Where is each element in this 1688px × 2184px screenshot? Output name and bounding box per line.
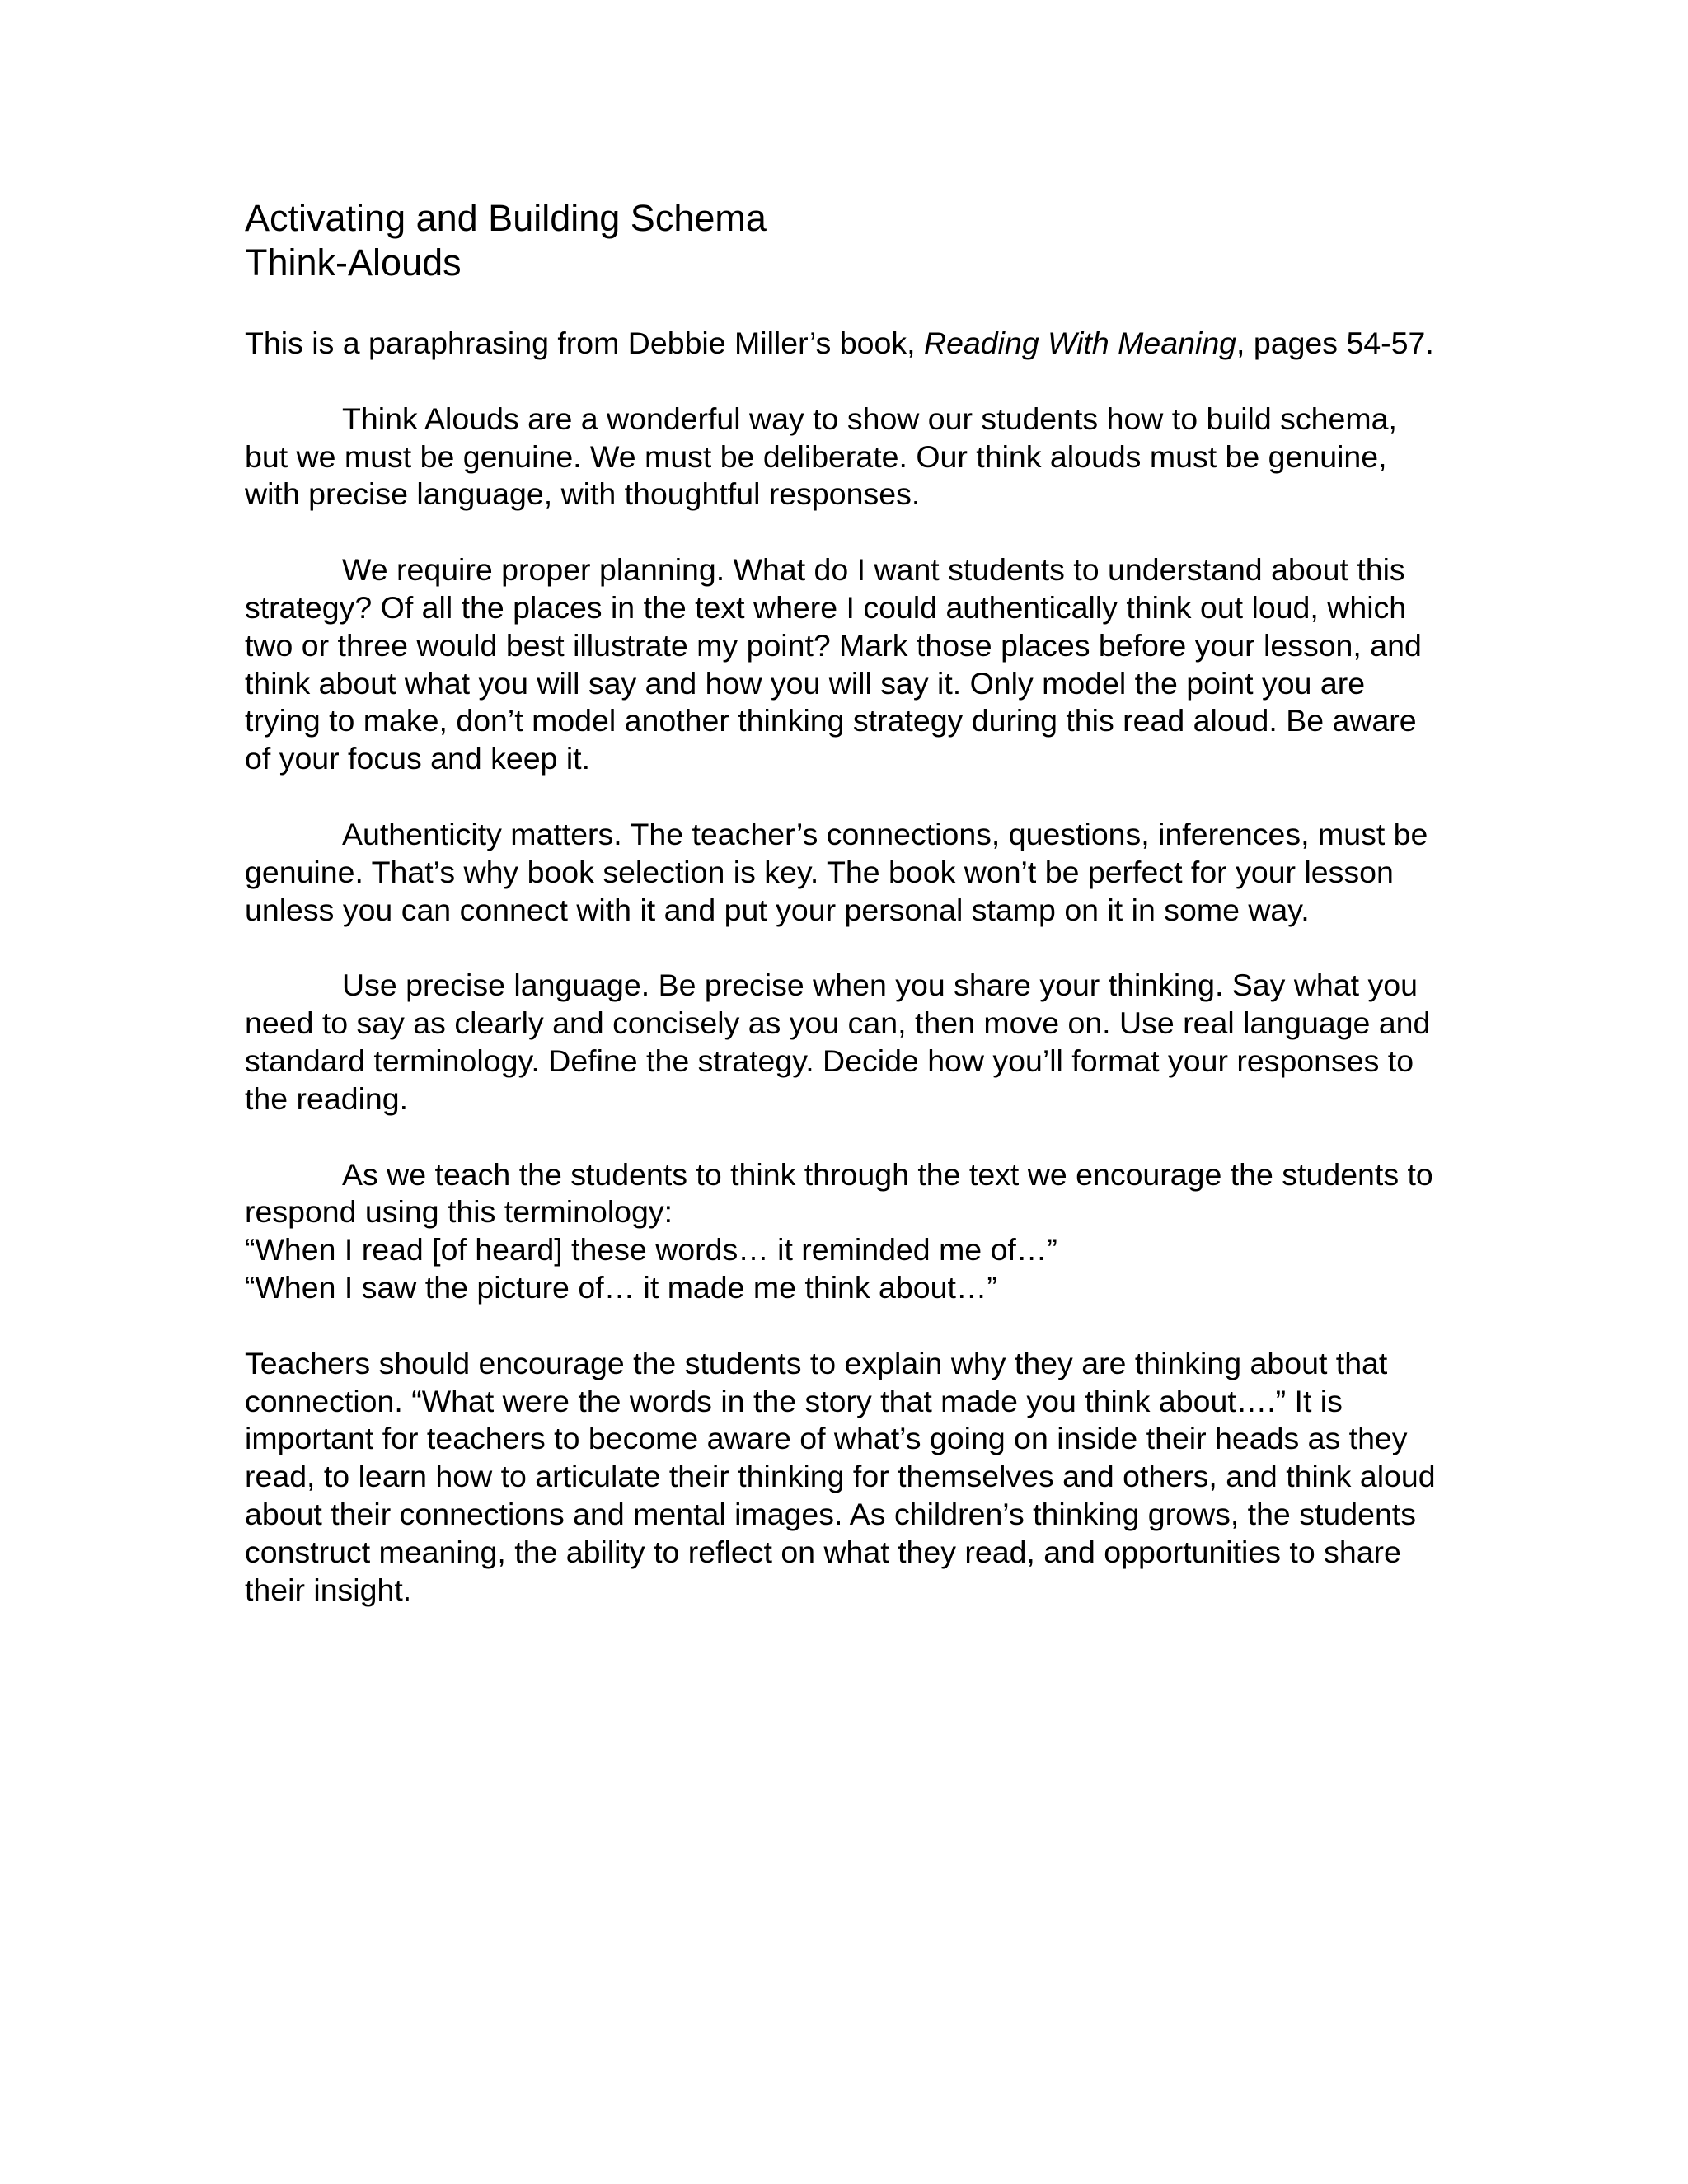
citation-text-after: , pages 54-57. [1236, 326, 1434, 360]
document-title: Activating and Building Schema [245, 197, 767, 239]
paragraph-authenticity: Authenticity matters. The teacher’s connections, questions, inferences, must be genuine. That’s why book selection is key. The book won’t be perfect for your lesson unless you can connect with it and put your personal stamp on it in some way. [245, 816, 1428, 927]
example-quote: “When I read [of heard] these words… it reminded me of…” [245, 1232, 1057, 1268]
book-title: Reading With Meaning [923, 326, 1237, 360]
example-quote: “When I saw the picture of… it made me think about…” [245, 1269, 997, 1305]
paragraph-precise-language: Use precise language. Be precise when you share your thinking. Say what you need to say as clearly and concisely as you can, then move on. Use real language and standard terminology. Define the strategy. Decide how you’ll format your responses to the reading. [245, 968, 1431, 1116]
document-subtitle: Think-Alouds [245, 241, 462, 284]
document-heading [245, 196, 1448, 285]
paragraph-closing: Teachers should encourage the students to explain why they are thinking about that connection. “What were the words in the story that made you think about….” It is important for teachers to become aware of what’s going on inside their heads as they read, to learn how to articulate their thinking for themselves and others, and think aloud about their connections and mental images. As children’s thinking grows, the students construct meaning, the ability to reflect on what they read, and opportunities to share their insight. [245, 1345, 1436, 1607]
paragraph-planning: We require proper planning. What do I want students to understand about this strategy? Of all the places in the text where I could authentically think out loud, which two or three would best illustrate my point? Mark those places before your lesson, and think about what you will say and how you will say it. Only model the point you are trying to make, don’t model another thinking strategy during this read aloud. Be aware of your focus and keep it. [245, 552, 1422, 776]
citation-text-before: This is a paraphrasing from Debbie Miller’s book, [245, 326, 924, 360]
paragraph-terminology [245, 1156, 1448, 1307]
source-citation [245, 325, 1448, 363]
terminology-intro: As we teach the students to think through the text we encourage the students to respond using this terminology: [245, 1156, 1433, 1230]
document-page [245, 196, 1448, 1609]
paragraph-think-alouds: Think Alouds are a wonderful way to show our students how to build schema, but we must be genuine. We must be deliberate. Our think alouds must be genuine, with precise language, with thoughtful responses. [245, 401, 1397, 512]
